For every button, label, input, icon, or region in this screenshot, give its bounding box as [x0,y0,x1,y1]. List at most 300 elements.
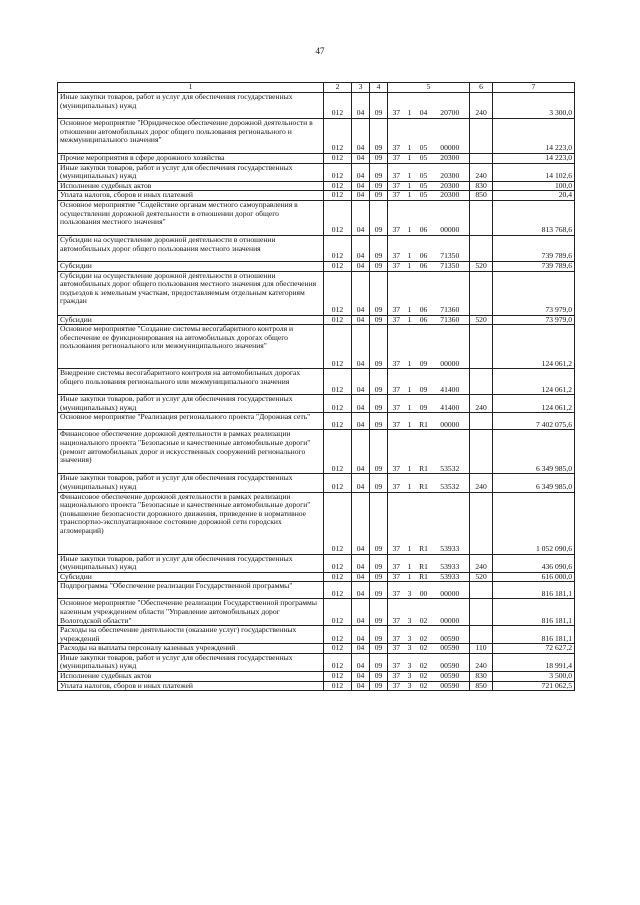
row-code-2: 012 [324,582,352,599]
row-code-6 [470,413,493,430]
row-code-6: 110 [470,644,493,654]
row-code-3: 04 [352,271,370,315]
row-code-5d: 00590 [432,672,470,682]
table-row [58,261,575,271]
row-code-5c: R1 [416,554,432,572]
row-code-6: 850 [470,191,493,201]
row-code-5b: 3 [404,626,416,644]
row-code-5c: 09 [416,369,432,395]
row-code-2: 012 [324,93,352,119]
row-code-2: 012 [324,369,352,395]
row-amount: 73 979,0 [493,315,575,325]
row-code-5b: 1 [404,315,416,325]
row-code-5c: R1 [416,413,432,430]
row-code-5b: 1 [404,235,416,261]
table-row [58,572,575,582]
row-code-4: 09 [370,315,388,325]
row-code-3: 04 [352,315,370,325]
table-row [58,325,575,369]
row-code-5c: 02 [416,681,432,691]
row-code-4: 09 [370,395,388,413]
row-code-3: 04 [352,681,370,691]
row-code-6 [470,430,493,474]
row-code-5b: 1 [404,271,416,315]
row-name: Исполнение судебных актов [58,672,324,682]
row-code-5b: 1 [404,554,416,572]
row-code-4: 09 [370,582,388,599]
row-code-5d: 00000 [432,582,470,599]
row-code-3: 04 [352,572,370,582]
row-code-4: 09 [370,271,388,315]
row-code-3: 04 [352,644,370,654]
row-code-5a: 37 [388,395,404,413]
row-code-5b: 3 [404,681,416,691]
row-code-5c: 06 [416,315,432,325]
row-name: Иные закупки товаров, работ и услуг для обеспечения государственных (муниципальных) нужд [58,163,324,181]
row-code-5d: 00000 [432,200,470,235]
row-code-2: 012 [324,413,352,430]
row-name: Субсидии [58,261,324,271]
row-code-5c: R1 [416,492,432,554]
row-code-6: 830 [470,672,493,682]
row-code-5a: 37 [388,235,404,261]
row-code-4: 09 [370,626,388,644]
row-code-2: 012 [324,474,352,492]
table-row [58,474,575,492]
row-code-5c: 06 [416,200,432,235]
table-row [58,599,575,626]
row-code-5a: 37 [388,315,404,325]
row-code-2: 012 [324,599,352,626]
row-code-5d: 71360 [432,271,470,315]
row-name: Финансовое обеспечение дорожной деятельности в рамках реализации национального проекта "Безопасные и качественные автомобильные дороги" (повышение безопасности дорожного движения, приведение в нормативное транспортно-эксплуатационное состояние дорожной сети городских агломераций) [58,492,324,554]
row-code-5a: 37 [388,554,404,572]
table-row [58,235,575,261]
row-code-5b: 1 [404,261,416,271]
row-name: Иные закупки товаров, работ и услуг для обеспечения государственных (муниципальных) нужд [58,653,324,671]
row-name: Субсидии на осуществление дорожной деятельности в отношении автомобильных дорог общего пользования местного значения для обеспечения подъездов к земельным участкам, предоставляемым отдельным категориям граждан [58,271,324,315]
row-code-2: 012 [324,315,352,325]
row-name: Основное мероприятие "Создание системы весогабаритного контроля и обеспечение ее функционирования на автомобильных дорогах общего пользования регионального или межмуниципального значения" [58,325,324,369]
table-row [58,430,575,474]
row-code-4: 09 [370,672,388,682]
row-code-5c: 05 [416,191,432,201]
header-cell-3: 3 [352,83,370,93]
row-code-5a: 37 [388,369,404,395]
header-cell-7: 7 [493,83,575,93]
row-code-4: 09 [370,200,388,235]
row-amount: 73 979,0 [493,271,575,315]
row-code-5d: 00590 [432,626,470,644]
row-code-5c: R1 [416,474,432,492]
row-code-5d: 71360 [432,315,470,325]
row-code-3: 04 [352,93,370,119]
row-name: Основное мероприятие "Содействие органам местного самоуправления в осуществлении дорожной деятельности в отношении дорог общего пользования местного значения" [58,200,324,235]
row-name: Основное мероприятие "Юридическое обеспечение дорожной деятельности в отношении автомобильных дорог общего пользования регионального и межмуниципального значения" [58,119,324,154]
row-amount: 739 789,6 [493,261,575,271]
row-code-5d: 53532 [432,430,470,474]
table-row [58,181,575,191]
table-row [58,191,575,201]
row-code-4: 09 [370,325,388,369]
row-amount: 616 000,0 [493,572,575,582]
row-code-5c: 04 [416,93,432,119]
row-code-5c: 00 [416,582,432,599]
row-code-2: 012 [324,672,352,682]
row-code-2: 012 [324,430,352,474]
row-name: Основное мероприятие "Обеспечение реализации Государственной программы казенным учреждением области "Управление автомобильных дорог Вологодской области" [58,599,324,626]
row-code-2: 012 [324,572,352,582]
row-code-2: 012 [324,554,352,572]
row-code-5a: 37 [388,672,404,682]
row-code-5b: 1 [404,200,416,235]
row-code-5c: R1 [416,430,432,474]
row-code-5d: 53933 [432,572,470,582]
row-code-5a: 37 [388,572,404,582]
row-name: Расходы на обеспечение деятельности (оказание услуг) государственных учреждений [58,626,324,644]
table-row [58,644,575,654]
row-code-5a: 37 [388,644,404,654]
row-code-5d: 20300 [432,191,470,201]
row-amount: 813 768,6 [493,200,575,235]
row-code-3: 04 [352,325,370,369]
header-cell-6: 6 [470,83,493,93]
row-code-6 [470,119,493,154]
row-code-6 [470,325,493,369]
row-code-5a: 37 [388,492,404,554]
row-code-5d: 20700 [432,93,470,119]
table-row [58,582,575,599]
row-code-3: 04 [352,492,370,554]
row-code-5a: 37 [388,93,404,119]
row-code-5b: 1 [404,572,416,582]
row-code-5b: 1 [404,163,416,181]
row-code-5d: 00000 [432,413,470,430]
row-code-5a: 37 [388,181,404,191]
row-amount: 6 349 985,0 [493,474,575,492]
row-code-5b: 1 [404,325,416,369]
row-code-5b: 3 [404,599,416,626]
row-code-5a: 37 [388,325,404,369]
row-code-3: 04 [352,474,370,492]
row-code-5c: 06 [416,261,432,271]
row-name: Подпрограмма "Обеспечение реализации Государственной программы" [58,582,324,599]
row-code-2: 012 [324,681,352,691]
row-code-6 [470,599,493,626]
row-code-5d: 53933 [432,554,470,572]
table-row [58,554,575,572]
row-code-6: 240 [470,163,493,181]
row-code-4: 09 [370,681,388,691]
row-code-6: 240 [470,653,493,671]
row-code-5a: 37 [388,261,404,271]
row-code-5a: 37 [388,271,404,315]
row-code-5b: 1 [404,119,416,154]
row-code-4: 09 [370,474,388,492]
row-code-6: 850 [470,681,493,691]
row-code-5c: 05 [416,163,432,181]
table-row [58,119,575,154]
row-code-3: 04 [352,235,370,261]
row-code-5c: 09 [416,325,432,369]
row-code-4: 09 [370,644,388,654]
row-amount: 72 627,2 [493,644,575,654]
row-code-6 [470,200,493,235]
row-amount: 100,0 [493,181,575,191]
row-code-5d: 00590 [432,681,470,691]
budget-table [57,82,575,691]
table-row [58,653,575,671]
row-code-3: 04 [352,582,370,599]
row-code-3: 04 [352,369,370,395]
row-amount: 18 991,4 [493,653,575,671]
row-code-3: 04 [352,119,370,154]
row-code-2: 012 [324,181,352,191]
row-code-5c: 02 [416,644,432,654]
row-name: Финансовое обеспечение дорожной деятельности в рамках реализации национального проекта "Безопасные и качественные автомобильные дороги" (ремонт автомобильных дорог и искусственных сооружений регионального значения) [58,430,324,474]
row-amount: 816 181,1 [493,626,575,644]
row-code-6: 520 [470,572,493,582]
row-code-3: 04 [352,163,370,181]
table-row [58,271,575,315]
row-code-3: 04 [352,181,370,191]
table-row [58,315,575,325]
row-code-6: 240 [470,554,493,572]
row-code-5a: 37 [388,653,404,671]
row-amount: 124 061,2 [493,395,575,413]
row-code-5a: 37 [388,599,404,626]
row-amount: 3 300,0 [493,93,575,119]
row-code-5d: 71350 [432,235,470,261]
table-row [58,672,575,682]
row-code-4: 09 [370,653,388,671]
row-code-2: 012 [324,644,352,654]
row-name: Иные закупки товаров, работ и услуг для обеспечения государственных (муниципальных) нужд [58,474,324,492]
row-code-4: 09 [370,261,388,271]
row-code-4: 09 [370,154,388,164]
row-code-4: 09 [370,369,388,395]
row-code-5a: 37 [388,681,404,691]
row-amount: 124 061,2 [493,369,575,395]
row-code-5d: 20300 [432,181,470,191]
row-code-5b: 3 [404,672,416,682]
row-code-6 [470,582,493,599]
row-code-5c: 05 [416,119,432,154]
row-name: Иные закупки товаров, работ и услуг для обеспечения государственных (муниципальных) нужд [58,554,324,572]
row-name: Уплата налогов, сборов и иных платежей [58,191,324,201]
row-name: Субсидии [58,572,324,582]
row-code-5d: 00000 [432,325,470,369]
row-code-2: 012 [324,653,352,671]
row-code-4: 09 [370,492,388,554]
table-row [58,200,575,235]
table-row [58,369,575,395]
header-cell-4: 4 [370,83,388,93]
row-code-5d: 00000 [432,119,470,154]
row-code-5c: 02 [416,653,432,671]
row-code-6 [470,271,493,315]
row-amount: 14 102,6 [493,163,575,181]
row-code-2: 012 [324,395,352,413]
row-code-5d: 20300 [432,154,470,164]
row-code-5b: 3 [404,582,416,599]
row-amount: 436 090,6 [493,554,575,572]
table-row [58,413,575,430]
row-code-2: 012 [324,200,352,235]
row-code-5a: 37 [388,474,404,492]
row-code-6 [470,369,493,395]
row-code-2: 012 [324,235,352,261]
row-code-5c: 02 [416,672,432,682]
row-name: Иные закупки товаров, работ и услуг для обеспечения государственных (муниципальных) нужд [58,395,324,413]
row-code-2: 012 [324,163,352,181]
row-amount: 14 223,0 [493,119,575,154]
row-amount: 14 223,0 [493,154,575,164]
row-code-5b: 1 [404,369,416,395]
row-amount: 1 052 090,6 [493,492,575,554]
row-name: Уплата налогов, сборов и иных платежей [58,681,324,691]
row-code-4: 09 [370,119,388,154]
row-code-3: 04 [352,395,370,413]
row-code-3: 04 [352,653,370,671]
row-name: Внедрение системы весогабаритного контроля на автомобильных дорогах общего пользования регионального или межмуниципального значения [58,369,324,395]
row-code-5d: 00590 [432,653,470,671]
row-code-6: 520 [470,261,493,271]
row-code-5a: 37 [388,119,404,154]
row-amount: 124 061,2 [493,325,575,369]
table-row [58,154,575,164]
row-code-6: 520 [470,315,493,325]
row-code-6: 240 [470,93,493,119]
table-row [58,395,575,413]
row-code-5b: 1 [404,395,416,413]
row-code-3: 04 [352,154,370,164]
row-code-5c: 05 [416,154,432,164]
row-code-5b: 3 [404,653,416,671]
row-name: Прочие мероприятия в сфере дорожного хозяйства [58,154,324,164]
row-code-6 [470,235,493,261]
row-name: Субсидии на осуществление дорожной деятельности в отношении автомобильных дорог общего пользования местного значения [58,235,324,261]
row-code-5c: 02 [416,626,432,644]
row-code-5a: 37 [388,163,404,181]
row-amount: 6 349 985,0 [493,430,575,474]
header-row [58,83,575,93]
row-amount: 20,4 [493,191,575,201]
row-code-4: 09 [370,181,388,191]
row-amount: 721 062,5 [493,681,575,691]
row-code-5c: 05 [416,181,432,191]
row-name: Исполнение судебных актов [58,181,324,191]
row-code-5a: 37 [388,430,404,474]
table-row [58,492,575,554]
row-name: Основное мероприятие "Реализация регионального проекта "Дорожная сеть" [58,413,324,430]
row-code-5a: 37 [388,413,404,430]
row-code-3: 04 [352,554,370,572]
row-code-4: 09 [370,93,388,119]
table-row [58,681,575,691]
row-code-5b: 1 [404,492,416,554]
row-code-2: 012 [324,261,352,271]
row-code-3: 04 [352,599,370,626]
row-code-5d: 00000 [432,599,470,626]
row-code-4: 09 [370,572,388,582]
table-row [58,93,575,119]
row-code-2: 012 [324,154,352,164]
row-code-5b: 1 [404,154,416,164]
row-code-5d: 41400 [432,369,470,395]
row-code-2: 012 [324,492,352,554]
header-cell-1: 1 [58,83,324,93]
row-code-4: 09 [370,235,388,261]
row-code-5b: 3 [404,644,416,654]
row-code-4: 09 [370,430,388,474]
row-code-6: 240 [470,395,493,413]
row-code-2: 012 [324,271,352,315]
row-amount: 739 789,6 [493,235,575,261]
row-code-5a: 37 [388,191,404,201]
page-number: 47 [315,46,325,56]
row-code-4: 09 [370,413,388,430]
row-code-5d: 53532 [432,474,470,492]
row-code-5c: 06 [416,271,432,315]
row-code-5d: 71350 [432,261,470,271]
row-code-3: 04 [352,191,370,201]
row-code-5a: 37 [388,626,404,644]
row-code-5a: 37 [388,200,404,235]
row-code-3: 04 [352,200,370,235]
row-code-5c: 06 [416,235,432,261]
row-name: Иные закупки товаров, работ и услуг для обеспечения государственных (муниципальных) нужд [58,93,324,119]
row-amount: 816 181,1 [493,599,575,626]
row-code-4: 09 [370,191,388,201]
row-code-6: 830 [470,181,493,191]
row-code-4: 09 [370,554,388,572]
row-code-2: 012 [324,191,352,201]
row-code-5a: 37 [388,582,404,599]
row-code-5c: R1 [416,572,432,582]
row-code-5a: 37 [388,154,404,164]
row-code-5b: 1 [404,430,416,474]
row-code-5b: 1 [404,474,416,492]
row-code-3: 04 [352,413,370,430]
row-code-6 [470,154,493,164]
row-code-3: 04 [352,430,370,474]
row-code-2: 012 [324,626,352,644]
table-row [58,163,575,181]
row-code-4: 09 [370,163,388,181]
row-code-5d: 41400 [432,395,470,413]
table-row [58,626,575,644]
header-cell-2: 2 [324,83,352,93]
header-cell-5: 5 [388,83,470,93]
row-code-4: 09 [370,599,388,626]
row-code-5d: 00590 [432,644,470,654]
row-code-5d: 53933 [432,492,470,554]
row-code-3: 04 [352,672,370,682]
row-code-5b: 1 [404,191,416,201]
row-name: Расходы на выплаты персоналу казенных учреждений [58,644,324,654]
row-code-3: 04 [352,626,370,644]
row-amount: 816 181,1 [493,582,575,599]
row-amount: 7 402 075,6 [493,413,575,430]
row-code-5b: 1 [404,413,416,430]
row-code-2: 012 [324,119,352,154]
row-code-6 [470,492,493,554]
row-amount: 3 500,0 [493,672,575,682]
row-code-5c: 02 [416,599,432,626]
row-code-5b: 1 [404,181,416,191]
row-code-5c: 09 [416,395,432,413]
